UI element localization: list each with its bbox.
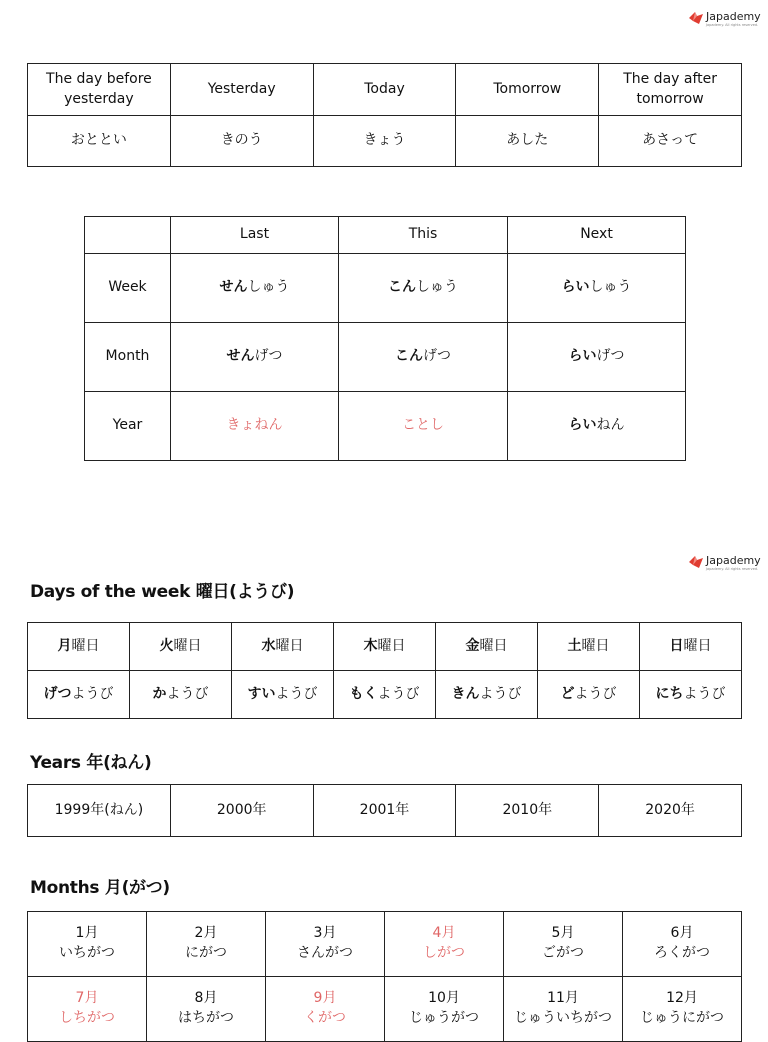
period-cell: らいげつ: [508, 323, 686, 392]
day-kana-cell: げつようび: [28, 671, 130, 719]
period-cell: らいねん: [508, 392, 686, 461]
header-cell: Tomorrow: [456, 64, 599, 116]
month-cell: 3月 さんがつ: [266, 912, 385, 977]
month-cell: 12月 じゅうにがつ: [623, 977, 742, 1042]
month-cell: 8月 はちがつ: [147, 977, 266, 1042]
row-label: Month: [85, 323, 171, 392]
period-cell: せんしゅう: [171, 254, 339, 323]
day-kana-cell: かようび: [130, 671, 232, 719]
header-cell: The day after tomorrow: [599, 64, 742, 116]
month-cell: 1月 いちがつ: [28, 912, 147, 977]
header-cell: Yesterday: [170, 64, 313, 116]
brand-logo: [689, 11, 761, 28]
month-cell: 6月 ろくがつ: [623, 912, 742, 977]
reading-cell: きょう: [313, 116, 456, 167]
logo-icon: [689, 12, 703, 24]
month-cell: 10月 じゅうがつ: [385, 977, 504, 1042]
brand-logo: [689, 555, 761, 572]
row-label: Week: [85, 254, 171, 323]
month-cell: 5月 ごがつ: [504, 912, 623, 977]
periods-table: [84, 216, 686, 461]
month-cell: 7月 しちがつ: [28, 977, 147, 1042]
years-table: [27, 784, 742, 837]
brand-rights: Japademy. All rights reserved.: [706, 567, 759, 571]
years-title: Years 年(ねん): [30, 753, 152, 773]
month-cell: 4月 しがつ: [385, 912, 504, 977]
relative-days-table: [27, 63, 742, 167]
month-cell: 2月 にがつ: [147, 912, 266, 977]
day-kana-cell: きんようび: [436, 671, 538, 719]
column-header: This: [339, 217, 508, 254]
period-cell: こんげつ: [339, 323, 508, 392]
year-cell: 2020年: [599, 785, 742, 837]
day-kanji-cell: 月曜日: [28, 623, 130, 671]
day-kana-cell: どようび: [538, 671, 640, 719]
day-kana-cell: もくようび: [334, 671, 436, 719]
header-cell: The day before yesterday: [28, 64, 171, 116]
period-cell: せんげつ: [171, 323, 339, 392]
reading-cell: おととい: [28, 116, 171, 167]
reading-cell: きのう: [170, 116, 313, 167]
period-cell: きょねん: [171, 392, 339, 461]
day-kana-cell: すいようび: [232, 671, 334, 719]
brand-name: Japademy: [706, 554, 761, 567]
row-label: Year: [85, 392, 171, 461]
days-of-week-title: Days of the week 曜日(ようび): [30, 582, 295, 602]
period-cell: こんしゅう: [339, 254, 508, 323]
year-cell: 2000年: [170, 785, 313, 837]
brand-rights: Japademy. All rights reserved.: [706, 23, 759, 27]
period-cell: らいしゅう: [508, 254, 686, 323]
months-title: Months 月(がつ): [30, 878, 170, 898]
period-cell: ことし: [339, 392, 508, 461]
day-kanji-cell: 火曜日: [130, 623, 232, 671]
logo-icon: [689, 556, 703, 568]
reading-cell: あした: [456, 116, 599, 167]
month-cell: 9月 くがつ: [266, 977, 385, 1042]
day-kanji-cell: 木曜日: [334, 623, 436, 671]
column-header: Last: [171, 217, 339, 254]
header-cell: Today: [313, 64, 456, 116]
empty-corner-cell: [85, 217, 171, 254]
day-kanji-cell: 水曜日: [232, 623, 334, 671]
brand-name: Japademy: [706, 10, 761, 23]
months-table: [27, 911, 742, 1042]
day-kanji-cell: 金曜日: [436, 623, 538, 671]
year-cell: 2001年: [313, 785, 456, 837]
days-of-week-table: [27, 622, 742, 719]
year-cell: 2010年: [456, 785, 599, 837]
day-kanji-cell: 日曜日: [640, 623, 742, 671]
day-kanji-cell: 土曜日: [538, 623, 640, 671]
day-kana-cell: にちようび: [640, 671, 742, 719]
reading-cell: あさって: [599, 116, 742, 167]
column-header: Next: [508, 217, 686, 254]
month-cell: 11月 じゅういちがつ: [504, 977, 623, 1042]
year-cell: 1999年(ねん): [28, 785, 171, 837]
